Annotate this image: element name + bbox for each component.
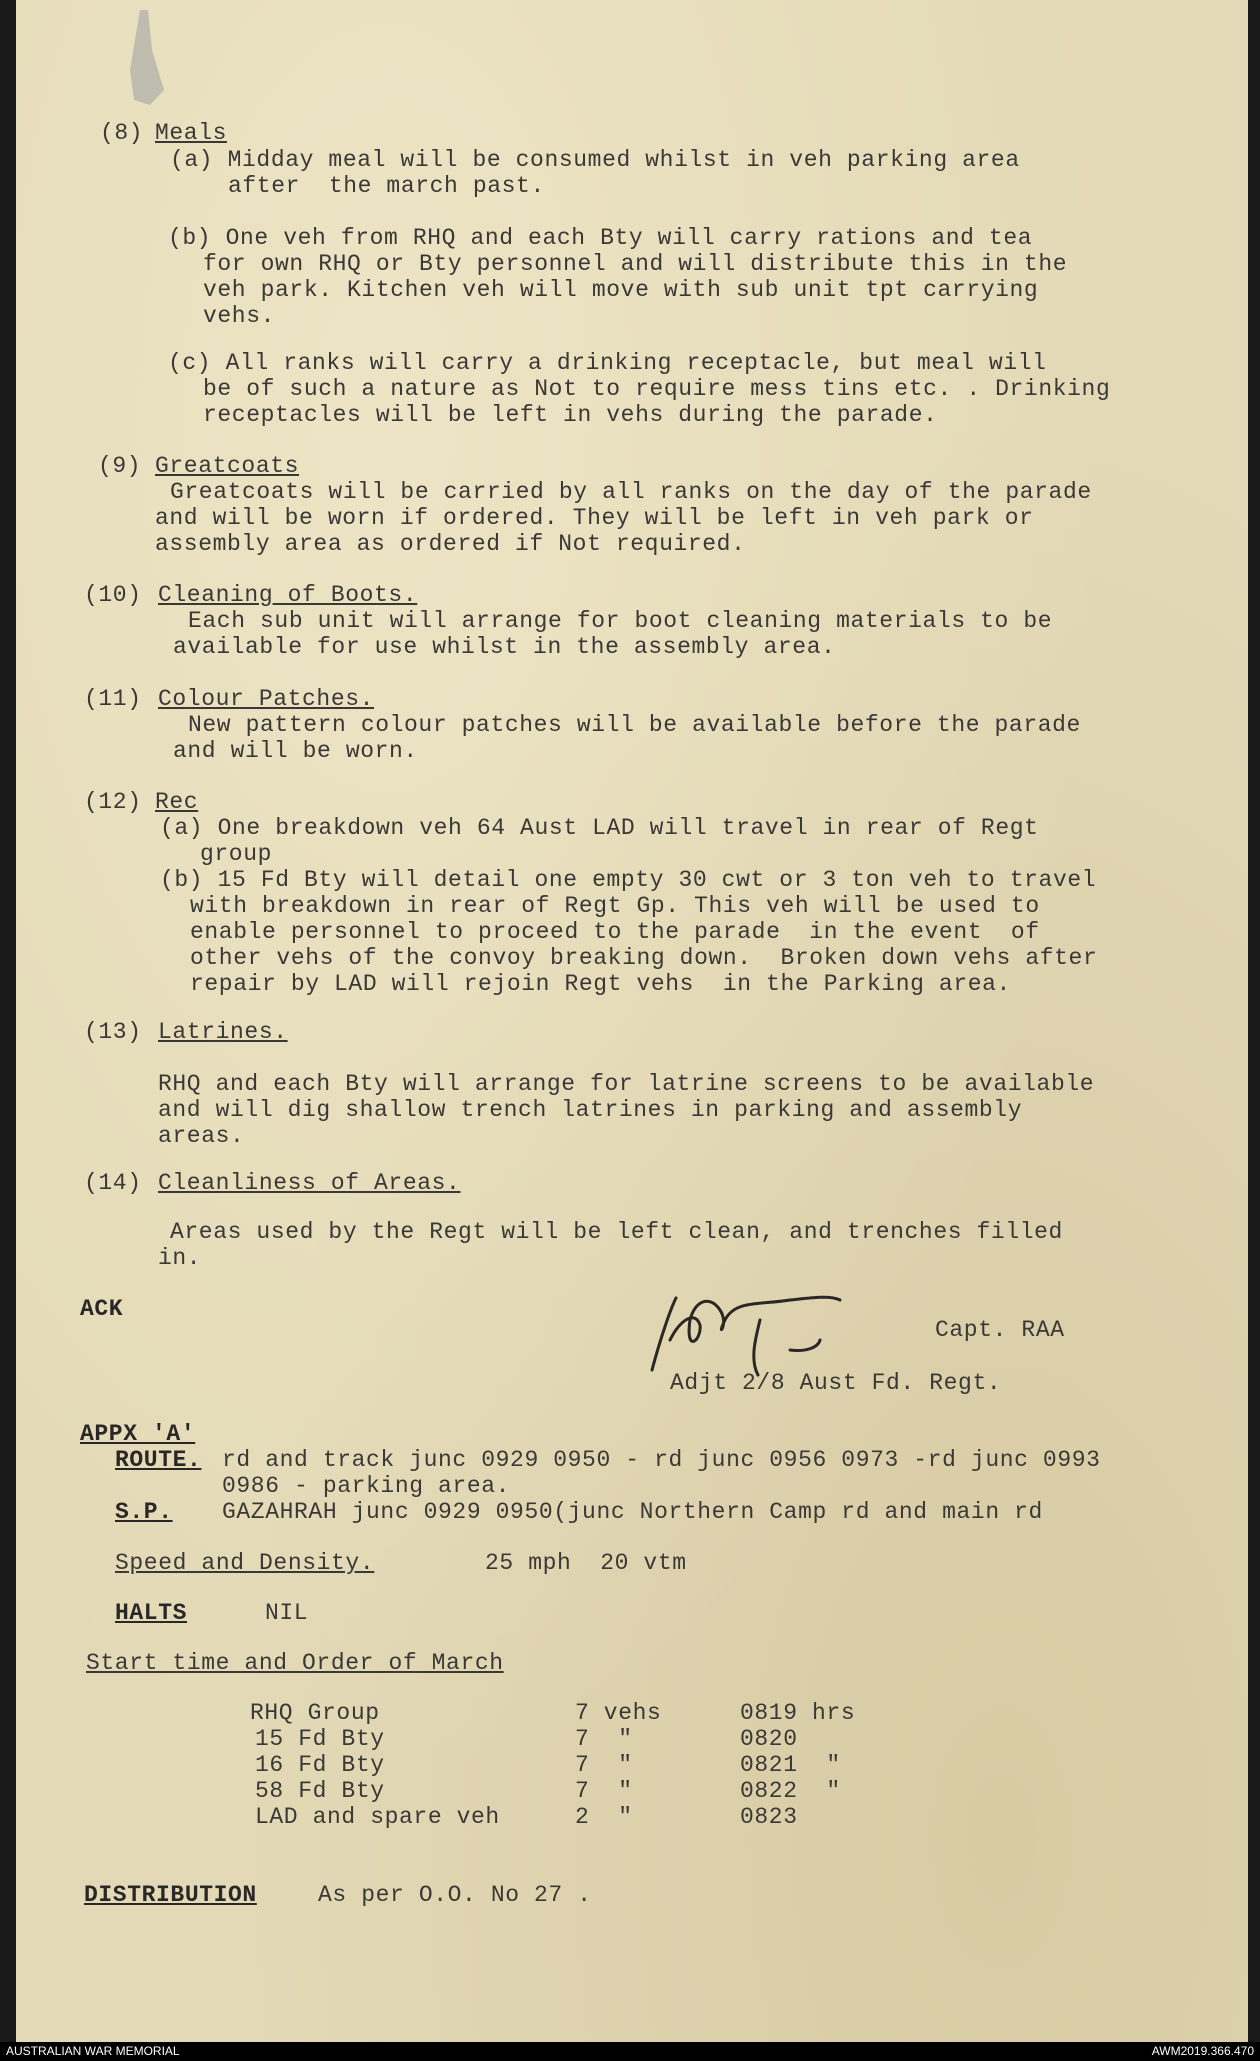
item-8a-line2: after the march past. — [228, 173, 545, 199]
footer-accession-number: AWM2019.366.470 — [1151, 2044, 1254, 2058]
item-11-number: (11) — [84, 686, 142, 712]
item-12-title: Rec — [155, 789, 199, 815]
item-13-line2: and will dig shallow trench latrines in parking and assembly — [158, 1097, 1023, 1123]
item-12a-line1: (a) One breakdown veh 64 Aust LAD will travel in rear of Regt — [160, 815, 1039, 841]
order-row-unit: 16 Fd Bty — [255, 1752, 385, 1778]
item-12b-line4: other vehs of the convoy breaking down. Broken down vehs after — [190, 945, 1098, 971]
sp-label: S.P. — [115, 1499, 173, 1525]
item-13-line1: RHQ and each Bty will arrange for latrine screens to be available — [158, 1071, 1095, 1097]
item-8c-line2: be of such a nature as Not to require mess tins etc. . Drinking — [203, 376, 1111, 402]
item-12a-line2: group — [200, 841, 273, 867]
item-9-line2: and will be worn if ordered. They will be left in veh park or — [155, 505, 1034, 531]
order-row-qty: 2 " — [575, 1804, 633, 1830]
item-8a-line1: (a) Midday meal will be consumed whilst in veh parking area — [170, 147, 1020, 173]
signature-appointment: Adjt 2/8 Aust Fd. Regt. — [670, 1370, 1002, 1396]
item-14-line2: in. — [158, 1245, 202, 1271]
route-line1: rd and track junc 0929 0950 - rd junc 0956 0973 -rd junc 0993 — [222, 1447, 1101, 1473]
order-row-unit: LAD and spare veh — [255, 1804, 500, 1830]
distribution-value: As per O.O. No 27 . — [318, 1882, 592, 1908]
footer-bar — [0, 2042, 1260, 2061]
item-8b-line2: for own RHQ or Bty personnel and will distribute this in the — [203, 251, 1068, 277]
order-row-qty: 7 vehs — [575, 1700, 662, 1726]
item-10-number: (10) — [84, 582, 142, 608]
item-12b-line1: (b) 15 Fd Bty will detail one empty 30 cwt or 3 ton veh to travel — [160, 867, 1097, 893]
item-10-title: Cleaning of Boots. — [158, 582, 418, 608]
distribution-label: DISTRIBUTION — [84, 1882, 257, 1908]
ack-label: ACK — [80, 1296, 124, 1322]
order-row-time: 0820 — [740, 1726, 798, 1752]
order-row-unit: 58 Fd Bty — [255, 1778, 385, 1804]
item-9-line1: Greatcoats will be carried by all ranks on the day of the parade — [170, 479, 1092, 505]
item-8-title: Meals — [155, 120, 228, 146]
sp-text: GAZAHRAH junc 0929 0950(junc Northern Camp rd and main rd — [222, 1499, 1043, 1525]
order-row-qty: 7 " — [575, 1778, 633, 1804]
item-9-number: (9) — [98, 453, 142, 479]
order-row-unit: RHQ Group — [250, 1700, 380, 1726]
item-8c-line1: (c) All ranks will carry a drinking receptacle, but meal will — [168, 350, 1047, 376]
order-row-time: 0822 " — [740, 1778, 841, 1804]
item-13-line3: areas. — [158, 1123, 245, 1149]
footer-institution: AUSTRALIAN WAR MEMORIAL — [6, 2044, 180, 2058]
item-8-number: (8) — [100, 120, 144, 146]
item-11-line1: New pattern colour patches will be available before the parade — [188, 712, 1081, 738]
item-12b-line3: enable personnel to proceed to the parade in the event of — [190, 919, 1040, 945]
halts-label: HALTS — [115, 1600, 188, 1626]
item-10-line2: available for use whilst in the assembly area. — [173, 634, 836, 660]
item-12b-line2: with breakdown in rear of Regt Gp. This veh will be used to — [190, 893, 1040, 919]
item-11-line2: and will be worn. — [173, 738, 418, 764]
order-row-unit: 15 Fd Bty — [255, 1726, 385, 1752]
route-line2: 0986 - parking area. — [222, 1473, 511, 1499]
speed-label: Speed and Density. — [115, 1550, 375, 1576]
item-9-title: Greatcoats — [155, 453, 300, 479]
item-14-number: (14) — [84, 1170, 142, 1196]
appendix-title: APPX 'A' — [80, 1421, 196, 1447]
route-label: ROUTE. — [115, 1447, 202, 1473]
order-row-qty: 7 " — [575, 1752, 633, 1778]
item-13-number: (13) — [84, 1019, 142, 1045]
item-12-number: (12) — [84, 789, 142, 815]
item-12b-line5: repair by LAD will rejoin Regt vehs in the Parking area. — [190, 971, 1011, 997]
order-row-time: 0821 " — [740, 1752, 841, 1778]
item-8b-line3: veh park. Kitchen veh will move with sub unit tpt carrying — [203, 277, 1039, 303]
halts-value: NIL — [265, 1600, 309, 1626]
item-10-line1: Each sub unit will arrange for boot cleaning materials to be — [188, 608, 1053, 634]
item-8b-line1: (b) One veh from RHQ and each Bty will carry rations and tea — [168, 225, 1033, 251]
pin-mark — [120, 10, 170, 120]
item-8c-line3: receptacles will be left in vehs during the parade. — [203, 402, 938, 428]
item-14-line1: Areas used by the Regt will be left clean, and trenches filled — [170, 1219, 1063, 1245]
order-row-qty: 7 " — [575, 1726, 633, 1752]
item-11-title: Colour Patches. — [158, 686, 375, 712]
item-14-title: Cleanliness of Areas. — [158, 1170, 461, 1196]
order-label: Start time and Order of March — [86, 1650, 504, 1676]
order-row-time: 0823 — [740, 1804, 798, 1830]
speed-value: 25 mph 20 vtm — [485, 1550, 687, 1576]
item-8b-line4: vehs. — [203, 303, 276, 329]
item-13-title: Latrines. — [158, 1019, 288, 1045]
item-9-line3: assembly area as ordered if Not required. — [155, 531, 746, 557]
signature-rank: Capt. RAA — [935, 1317, 1065, 1343]
order-row-time: 0819 hrs — [740, 1700, 856, 1726]
